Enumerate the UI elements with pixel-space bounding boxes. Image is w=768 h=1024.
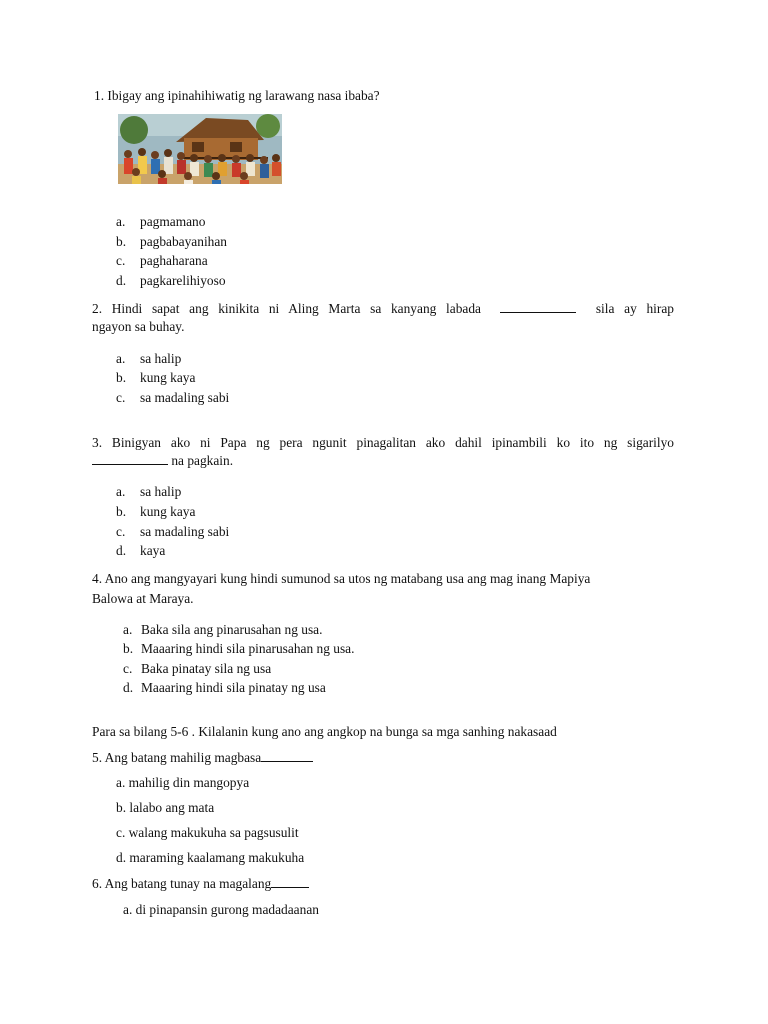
question-6: 6. Ang batang tunay na magalang — [92, 876, 309, 892]
question-4-line-2: Balowa at Maraya. — [92, 591, 194, 606]
instruction-text: Para sa bilang 5-6 . Kilalanin kung ano ang angkop na bunga sa mga sanhing nakasaad — [92, 724, 557, 739]
answer-blank — [261, 750, 313, 762]
question-1: 1. Ibigay ang ipinahihiwatig ng larawang nasa ibaba? — [94, 88, 380, 103]
answer-blank — [500, 301, 576, 313]
question-3: 3. Binigyan ako ni Papa ng pera ngunit pinagalitan ako dahil ipinambili ko ito ng sigarilyo na pagkain. — [92, 435, 674, 468]
q5-option-b: b. lalabo ang mata — [116, 800, 215, 815]
q6-option-a: a. di pinapansin gurong madadaanan — [123, 902, 319, 917]
question-5: 5. Ang batang mahilig magbasa — [92, 750, 313, 766]
bayanihan-painting-image — [118, 114, 282, 184]
q5-option-d: d. maraming kaalamang makukuha — [116, 850, 305, 865]
answer-blank — [271, 876, 309, 888]
answer-blank — [92, 453, 168, 465]
q5-option-c: c. walang makukuha sa pagsusulit — [116, 825, 299, 840]
question-2: 2. Hindi sapat ang kinikita ni Aling Marta sa kanyang labada sila ay hirap ngayon sa buhay. — [92, 301, 674, 334]
q5-option-a: a. mahilig din mangopya — [116, 775, 250, 790]
question-4-line-1: 4. Ano ang mangyayari kung hindi sumunod sa utos ng matabang usa ang mag inang Mapiya — [92, 571, 591, 586]
